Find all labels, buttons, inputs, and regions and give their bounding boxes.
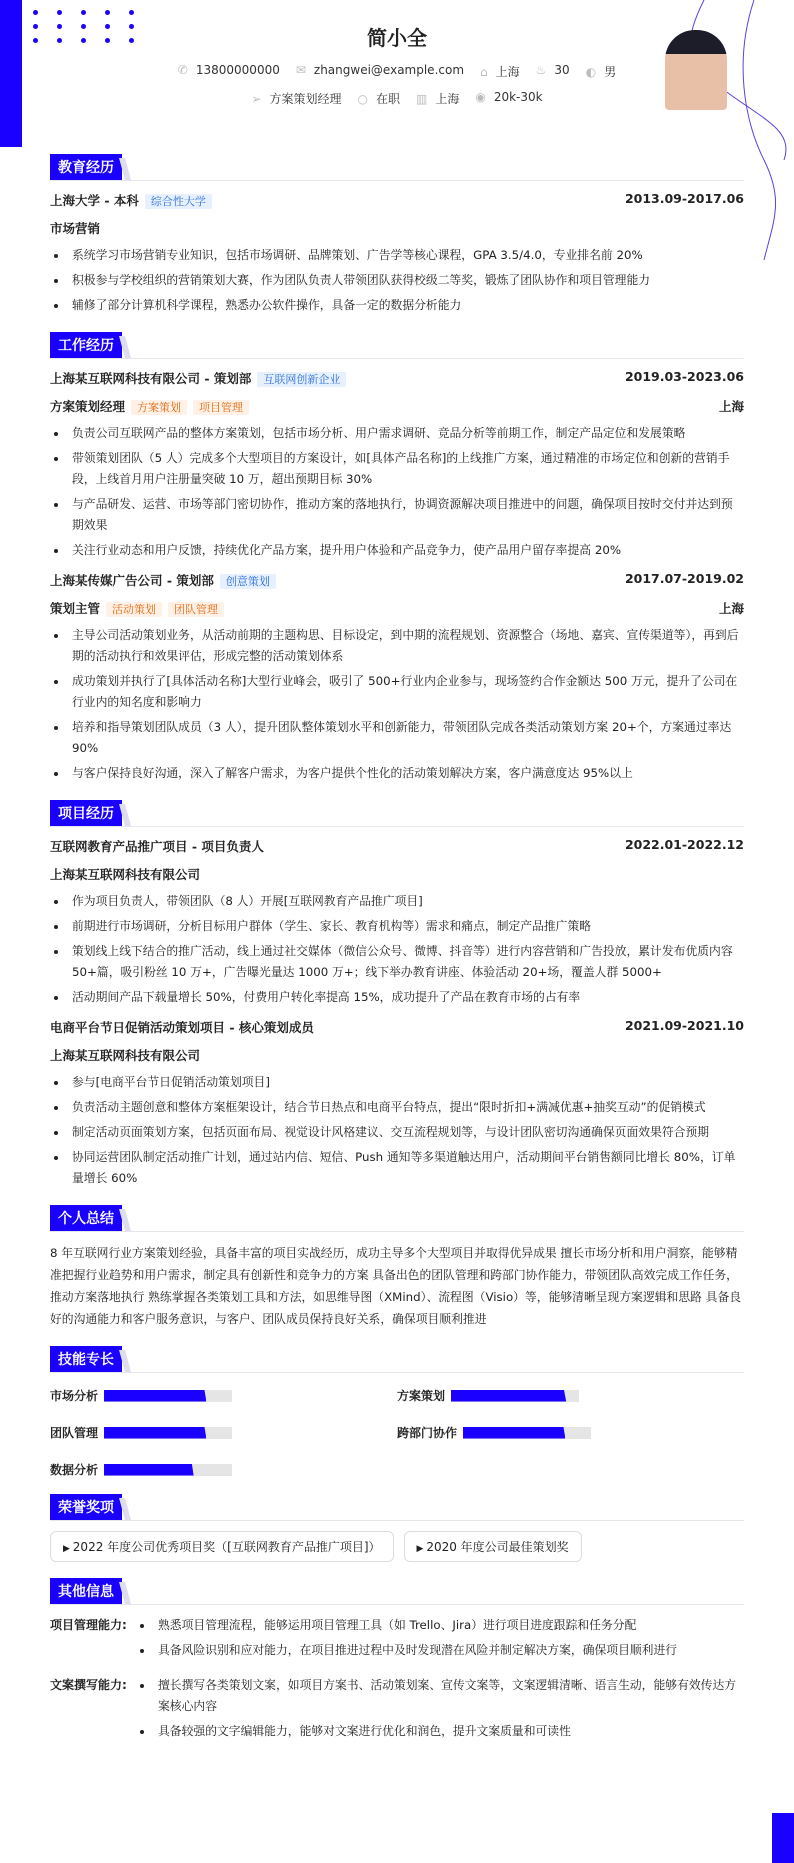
list-item: 作为项目负责人，带领团队（8 人）开展[互联网教育产品推广项目]	[50, 891, 744, 912]
text: 技能专长	[50, 1346, 122, 1372]
text: 上海	[435, 92, 460, 106]
text: 项目管理	[193, 400, 249, 415]
list-item: 协同运营团队制定活动推广计划，通过站内信、短信、Push 通知等多渠道触达用户，活动期间平台销售额同比增长 80%，订单量增长 60%	[50, 1147, 744, 1189]
text: 跨部门协作	[397, 1426, 458, 1440]
summary-section	[50, 1205, 744, 1330]
skill-item	[397, 1424, 744, 1441]
phone-icon: ✆	[177, 63, 188, 77]
building-icon: ▥	[415, 92, 428, 106]
text: 项目经历	[50, 800, 122, 826]
text: 市场分析	[50, 1389, 99, 1403]
list-item: 活动期间产品下载量增长 50%，付费用户转化率提高 15%，成功提升了产品在教育市场的占有率	[50, 987, 744, 1008]
list-item: 熟悉项目管理流程，能够运用项目管理工具（如 Trello、Jira）进行项目进度跟踪和任务分配	[136, 1615, 744, 1636]
list-item: 制定活动页面策划方案，包括页面布局、视觉设计风格建议、交互流程规划等，与设计团队密切沟通确保页面效果符合预期	[50, 1122, 744, 1143]
list-item: 负责公司互联网产品的整体方案策划，包括市场分析、用户需求调研、竞品分析等前期工作，制定产品定位和发展策略	[50, 423, 744, 444]
text: 方案策划	[397, 1389, 446, 1403]
list-item: 具备较强的文字编辑能力，能够对文案进行优化和润色，提升文案质量和可读性	[136, 1721, 744, 1742]
project-item	[50, 837, 744, 1008]
skill-bar	[451, 1390, 579, 1402]
text: 20k-30k	[493, 90, 543, 104]
list-item: 主导公司活动策划业务，从活动前期的主题构思、目标设定，到中期的流程规划、资源整合（场地、嘉宾、宣传渠道等），再到后期的活动执行和效果评估，形成完整的活动策划体系	[50, 625, 744, 667]
list-item: 策划线上线下结合的推广活动，线上通过社交媒体（微信公众号、微博、抖音等）进行内容营销和广告投放，累计发布优质内容 50+篇，吸引粉丝 10 万+，广告曝光量达 1000 万+；线下举办教育讲座、体验活动 20+场，覆盖人群 5000+	[50, 941, 744, 983]
section-title: 教育经历	[50, 154, 122, 180]
location	[480, 63, 520, 80]
work-section	[50, 332, 744, 784]
text: 上海某互联网科技有限公司	[50, 1048, 201, 1063]
text: zhangwei@example.com	[313, 63, 465, 77]
list-item: 与产品研发、运营、市场等部门密切协作，推动方案的落地执行，协调资源解决项目推进中的问题，确保项目按时交付并达到预期效果	[50, 494, 744, 536]
text: 方案策划经理	[269, 92, 342, 106]
text: 工作经历	[50, 332, 122, 358]
text: 2019.03-2023.06	[624, 369, 744, 384]
list-item: 系统学习市场营销专业知识，包括市场调研、品牌策划、广告学等核心课程，GPA 3.5/4.0，专业排名前 20%	[50, 245, 744, 266]
list-item: 负责活动主题创意和整体方案框架设计，结合节日热点和电商平台特点，提出“限时折扣+满减优惠+抽奖互动”的促销模式	[50, 1097, 744, 1118]
text: 30	[554, 63, 570, 77]
list-item: 关注行业动态和用户反馈，持续优化产品方案，提升用户体验和产品竞争力，使产品用户留存率提高 20%	[50, 540, 744, 561]
skills-section	[50, 1346, 744, 1478]
text: 策划主管	[50, 601, 101, 616]
list-item: 与客户保持良好沟通，深入了解客户需求，为客户提供个性化的活动策划解决方案，客户满意度达 95%以上	[50, 763, 744, 784]
text: 团队管理	[50, 1426, 99, 1440]
text: 市场营销	[50, 221, 101, 236]
skill-item	[50, 1461, 397, 1478]
education-section	[50, 154, 744, 316]
list-item: 培养和指导策划团队成员（3 人），提升团队整体策划水平和创新能力，带领团队完成各类活动策划方案 20+个，方案通过率达 90%	[50, 717, 744, 759]
list-item: 带领策划团队（5 人）完成多个大型项目的方案设计，如[具体产品名称]的上线推广方案，通过精准的市场定位和创新的营销手段，上线首月用户注册量突破 10 万，超出预期目标 30%	[50, 448, 744, 490]
text: 个人总结	[50, 1205, 122, 1231]
target-city	[416, 90, 459, 107]
candidate-name: 简小全	[367, 26, 427, 50]
summary-text: 8 年互联网行业方案策划经验，具备丰富的项目实战经历，成功主导多个大型项目并取得优异成果 擅长市场分析和用户洞察，能够精准把握行业趋势和用户需求，制定具有创新性和竞争力的方案 具备出色的团队管理和跨部门协作能力，带领团队高效完成工作任务，推动方案落地执行 熟练掌握各类策划工具和方法，如思维导图（XMind）、流程图（Visio）等，能够清晰呈现方案逻辑和思路 具备良好的沟通能力和客户服务意识，与客户、团队成员保持良好关系，确保项目顺利推进	[50, 1246, 742, 1326]
text: 上海大学 - 本科	[50, 193, 139, 208]
awards-section	[50, 1494, 744, 1562]
text: 电商平台节日促销活动策划项目 - 核心策划成员	[50, 1020, 314, 1035]
list-item: 前期进行市场调研，分析目标用户群体（学生、家长、教育机构等）需求和痛点，制定产品推广策略	[50, 916, 744, 937]
age	[536, 63, 570, 80]
list-item: 擅长撰写各类策划文案，如项目方案书、活动策划案、宣传文案等，文案逻辑清晰、语言生动，能够有效传达方案核心内容	[136, 1675, 744, 1717]
text: 综合性大学	[145, 194, 212, 209]
text: 团队管理	[168, 602, 224, 617]
email	[296, 63, 464, 80]
list-item: 积极参与学校组织的营销策划大赛，作为团队负责人带领团队获得校级二等奖，锻炼了团队协作和项目管理能力	[50, 270, 744, 291]
user-icon: ◐	[585, 65, 597, 79]
text: 上海	[718, 601, 744, 616]
skill-item	[397, 1387, 744, 1404]
text: 上海	[718, 399, 744, 414]
text: 2021.09-2021.10	[624, 1018, 744, 1033]
mail-icon: ✉	[295, 63, 306, 77]
text: 项目管理能力:	[50, 1618, 127, 1632]
gender	[586, 63, 617, 80]
skill-bar	[104, 1427, 232, 1439]
cake-icon: ♨	[535, 63, 547, 77]
other-item	[50, 1675, 744, 1746]
text: 数据分析	[50, 1463, 99, 1477]
text: 13800000000	[195, 63, 280, 77]
list-item: 具备风险识别和应对能力，在项目推进过程中及时发现潜在风险并制定解决方案，确保项目顺利进行	[136, 1640, 744, 1661]
text: 荣誉奖项	[50, 1494, 122, 1520]
text: 互联网教育产品推广项目 - 项目负责人	[50, 839, 264, 854]
skill-bar	[104, 1390, 232, 1402]
text: 上海	[495, 65, 520, 79]
text: 2013.09-2017.06	[624, 191, 744, 206]
status	[357, 90, 400, 107]
text: 在职	[375, 92, 400, 106]
money-icon: ◉	[475, 90, 486, 104]
text: 上海某传媒广告公司 - 策划部	[50, 573, 214, 588]
skill-item	[50, 1387, 397, 1404]
other-section	[50, 1578, 744, 1746]
projects-section	[50, 800, 744, 1189]
project-item	[50, 1018, 744, 1189]
list-item: 参与[电商平台节日促销活动策划项目]	[50, 1072, 744, 1093]
text: 上海某互联网科技有限公司	[50, 867, 201, 882]
text: 文案撰写能力:	[50, 1678, 127, 1692]
position	[251, 90, 341, 107]
home-icon: ⌂	[480, 65, 488, 79]
list-item: 成功策划并执行了[具体活动名称]大型行业峰会，吸引了 500+行业内企业参与，现场签约合作金额达 500 万元，提升了公司在行业内的知名度和影响力	[50, 671, 744, 713]
work-item	[50, 571, 744, 784]
text: 其他信息	[50, 1578, 122, 1604]
send-icon: ➢	[251, 92, 262, 106]
text: 上海某互联网科技有限公司 - 策划部	[50, 371, 252, 386]
award-item: ▶ 2020 年度公司最佳策划奖	[404, 1531, 582, 1562]
text: 互联网创新企业	[257, 372, 346, 387]
text: 2022.01-2022.12	[624, 837, 744, 852]
award-item: ▶ 2022 年度公司优秀项目奖（[互联网教育产品推广项目]）	[50, 1531, 394, 1562]
list-item: 辅修了部分计算机科学课程，熟悉办公软件操作，具备一定的数据分析能力	[50, 295, 744, 316]
text: 创意策划	[220, 574, 276, 589]
text: 方案策划经理	[50, 399, 126, 414]
salary	[475, 90, 542, 107]
skill-bar	[104, 1464, 232, 1476]
text: 男	[604, 65, 617, 79]
skill-bar	[463, 1427, 591, 1439]
skill-item	[50, 1424, 397, 1441]
text: 活动策划	[106, 602, 162, 617]
other-item	[50, 1615, 744, 1665]
status-icon: ○	[357, 92, 368, 106]
work-item	[50, 369, 744, 561]
phone	[178, 63, 280, 80]
text: 2017.07-2019.02	[624, 571, 744, 586]
text: 方案策划	[131, 400, 187, 415]
decor-corner	[772, 1813, 794, 1863]
